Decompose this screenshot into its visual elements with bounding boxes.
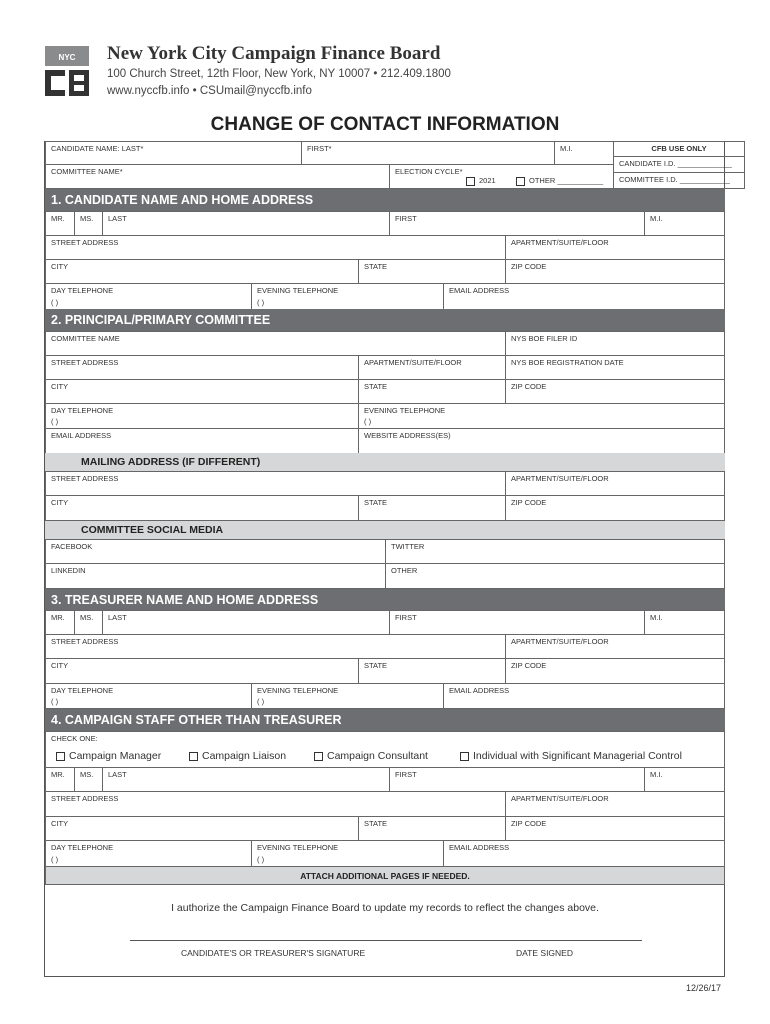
- cycle-2021-label: 2021: [479, 176, 496, 185]
- cycle-2021-checkbox[interactable]: [466, 176, 496, 186]
- s3-state-field[interactable]: STATE: [358, 658, 506, 684]
- s1-apt-field[interactable]: APARTMENT/SUITE/FLOOR: [505, 235, 725, 260]
- s1-mi-field[interactable]: M.I.: [644, 211, 725, 236]
- s1-mr-checkbox[interactable]: MR.: [45, 211, 75, 236]
- form-title: CHANGE OF CONTACT INFORMATION: [210, 114, 560, 135]
- s3-mr-checkbox[interactable]: MR.: [45, 610, 75, 635]
- checkbox-icon: [516, 177, 525, 186]
- linkedin-field[interactable]: LINKEDIN: [45, 563, 386, 589]
- s2-city-field[interactable]: CITY: [45, 379, 359, 404]
- signature-label: CANDIDATE'S OR TREASURER'S SIGNATURE: [181, 948, 366, 958]
- staff-option-managerial-control[interactable]: [460, 750, 682, 762]
- s2-website-field[interactable]: WEBSITE ADDRESS(ES): [358, 428, 725, 454]
- check-one-label: CHECK ONE:: [51, 734, 98, 743]
- election-cycle-label: ELECTION CYCLE*: [395, 167, 463, 176]
- s3-eve-paren: ( ): [257, 697, 265, 706]
- org-address: 100 Church Street, 12th Floor, New York, NY 10007 • 212.409.1800: [107, 68, 451, 80]
- candidate-last-label: CANDIDATE NAME: LAST*: [51, 144, 144, 153]
- s1-eve-tel-field[interactable]: EVENING TELEPHONE: [251, 283, 444, 310]
- s2-committee-name-field[interactable]: COMMITTEE NAME: [45, 331, 506, 356]
- cycle-other-checkbox[interactable]: [516, 176, 603, 186]
- s2-street-field[interactable]: STREET ADDRESS: [45, 355, 359, 380]
- mail-state-field[interactable]: STATE: [358, 495, 506, 521]
- s2-apt-field[interactable]: APARTMENT/SUITE/FLOOR: [358, 355, 506, 380]
- checkbox-icon: [56, 752, 65, 761]
- s1-day-tel-field[interactable]: DAY TELEPHONE: [45, 283, 252, 310]
- s2-filer-id-field[interactable]: NYS BOE FILER ID: [505, 331, 725, 356]
- s4-day-tel-field[interactable]: DAY TELEPHONE: [45, 840, 252, 867]
- checkbox-icon: [460, 752, 469, 761]
- s1-state-field[interactable]: STATE: [358, 259, 506, 284]
- s3-apt-field[interactable]: APARTMENT/SUITE/FLOOR: [505, 634, 725, 659]
- candidate-first-label: FIRST*: [307, 144, 332, 153]
- staff-option-liaison[interactable]: [189, 750, 286, 762]
- s4-first-field[interactable]: FIRST: [389, 767, 645, 792]
- s1-day-paren: ( ): [51, 298, 59, 307]
- s4-ms-checkbox[interactable]: MS.: [74, 767, 103, 792]
- section-2-header: 2. PRINCIPAL/PRIMARY COMMITTEE: [45, 309, 725, 331]
- candidate-id-field: CANDIDATE I.D. _____________: [613, 156, 745, 173]
- s1-eve-paren: ( ): [257, 298, 265, 307]
- mail-apt-field[interactable]: APARTMENT/SUITE/FLOOR: [505, 471, 725, 496]
- s2-day-tel-field[interactable]: DAY TELEPHONE: [45, 403, 359, 429]
- s3-ms-checkbox[interactable]: MS.: [74, 610, 103, 635]
- staff-option-label: Individual with Significant Managerial Control: [473, 750, 682, 762]
- mail-city-field[interactable]: CITY: [45, 495, 359, 521]
- checkbox-icon: [189, 752, 198, 761]
- mail-zip-field[interactable]: ZIP CODE: [505, 495, 725, 521]
- s3-eve-tel-field[interactable]: EVENING TELEPHONE: [251, 683, 444, 709]
- s2-eve-paren: ( ): [364, 417, 372, 426]
- staff-option-consultant[interactable]: [314, 750, 428, 762]
- s1-zip-field[interactable]: ZIP CODE: [505, 259, 725, 284]
- mail-street-field[interactable]: STREET ADDRESS: [45, 471, 506, 496]
- s4-mr-checkbox[interactable]: MR.: [45, 767, 75, 792]
- facebook-field[interactable]: FACEBOOK: [45, 539, 386, 564]
- cfb-use-only: CFB USE ONLY: [613, 141, 745, 157]
- s1-email-field[interactable]: EMAIL ADDRESS: [443, 283, 725, 310]
- mailing-address-header: MAILING ADDRESS (IF DIFFERENT): [45, 453, 725, 471]
- cfb-logo: [45, 46, 89, 96]
- staff-option-label: Campaign Consultant: [327, 750, 428, 762]
- staff-option-label: Campaign Manager: [69, 750, 162, 762]
- s4-zip-field[interactable]: ZIP CODE: [505, 816, 725, 841]
- logo-nyc-text: NYC: [58, 53, 76, 62]
- s2-reg-date-field[interactable]: NYS BOE REGISTRATION DATE: [505, 355, 725, 380]
- s4-state-field[interactable]: STATE: [358, 816, 506, 841]
- s4-day-paren: ( ): [51, 855, 59, 864]
- candidate-last-field[interactable]: [45, 141, 302, 165]
- date-signed-label: DATE SIGNED: [516, 948, 573, 958]
- candidate-mi-label: M.I.: [560, 144, 573, 153]
- s4-mi-field[interactable]: M.I.: [644, 767, 725, 792]
- s3-day-paren: ( ): [51, 697, 59, 706]
- s4-eve-paren: ( ): [257, 855, 265, 864]
- s1-last-field[interactable]: LAST: [102, 211, 390, 236]
- s4-eve-tel-field[interactable]: EVENING TELEPHONE: [251, 840, 444, 867]
- twitter-field[interactable]: TWITTER: [385, 539, 725, 564]
- s4-apt-field[interactable]: APARTMENT/SUITE/FLOOR: [505, 791, 725, 817]
- s3-email-field[interactable]: EMAIL ADDRESS: [443, 683, 725, 709]
- s3-first-field[interactable]: FIRST: [389, 610, 645, 635]
- cycle-other-label: OTHER ___________: [529, 176, 604, 185]
- s3-day-tel-field[interactable]: DAY TELEPHONE: [45, 683, 252, 709]
- s2-email-field[interactable]: EMAIL ADDRESS: [45, 428, 359, 454]
- section-3-header: 3. TREASURER NAME AND HOME ADDRESS: [45, 589, 725, 610]
- s3-street-field[interactable]: STREET ADDRESS: [45, 634, 506, 659]
- s3-zip-field[interactable]: ZIP CODE: [505, 658, 725, 684]
- attach-pages-note: ATTACH ADDITIONAL PAGES IF NEEDED.: [45, 866, 725, 885]
- s2-day-paren: ( ): [51, 417, 59, 426]
- checkbox-icon: [466, 177, 475, 186]
- signature-line[interactable]: [130, 940, 642, 941]
- section-4-header: 4. CAMPAIGN STAFF OTHER THAN TREASURER: [45, 709, 725, 731]
- s4-last-field[interactable]: LAST: [102, 767, 390, 792]
- org-web: www.nyccfb.info • CSUmail@nyccfb.info: [107, 85, 312, 97]
- committee-name-field[interactable]: [45, 164, 390, 189]
- s4-email-field[interactable]: EMAIL ADDRESS: [443, 840, 725, 867]
- social-media-header: COMMITTEE SOCIAL MEDIA: [45, 521, 725, 539]
- s3-last-field[interactable]: LAST: [102, 610, 390, 635]
- staff-option-manager[interactable]: [56, 750, 161, 762]
- social-other-field[interactable]: OTHER: [385, 563, 725, 589]
- authorization-text: I authorize the Campaign Finance Board to update my records to reflect the changes above.: [171, 902, 599, 914]
- s4-street-field[interactable]: STREET ADDRESS: [45, 791, 506, 817]
- footer-date: 12/26/17: [686, 983, 722, 993]
- s4-city-field[interactable]: CITY: [45, 816, 359, 841]
- candidate-mi-field[interactable]: [554, 141, 614, 165]
- s1-street-field[interactable]: STREET ADDRESS: [45, 235, 506, 260]
- s3-mi-field[interactable]: M.I.: [644, 610, 725, 635]
- candidate-first-field[interactable]: [301, 141, 555, 165]
- committee-id-field: COMMITTEE I.D. ____________: [613, 172, 745, 189]
- org-name: New York City Campaign Finance Board: [107, 43, 441, 64]
- s1-city-field[interactable]: CITY: [45, 259, 359, 284]
- s1-first-field[interactable]: FIRST: [389, 211, 645, 236]
- s2-eve-tel-field[interactable]: EVENING TELEPHONE: [358, 403, 725, 429]
- committee-name-label: COMMITTEE NAME*: [51, 167, 123, 176]
- s2-state-field[interactable]: STATE: [358, 379, 506, 404]
- section-1-header: 1. CANDIDATE NAME AND HOME ADDRESS: [45, 189, 725, 211]
- s1-ms-checkbox[interactable]: MS.: [74, 211, 103, 236]
- s2-zip-field[interactable]: ZIP CODE: [505, 379, 725, 404]
- checkbox-icon: [314, 752, 323, 761]
- s3-city-field[interactable]: CITY: [45, 658, 359, 684]
- staff-option-label: Campaign Liaison: [202, 750, 287, 762]
